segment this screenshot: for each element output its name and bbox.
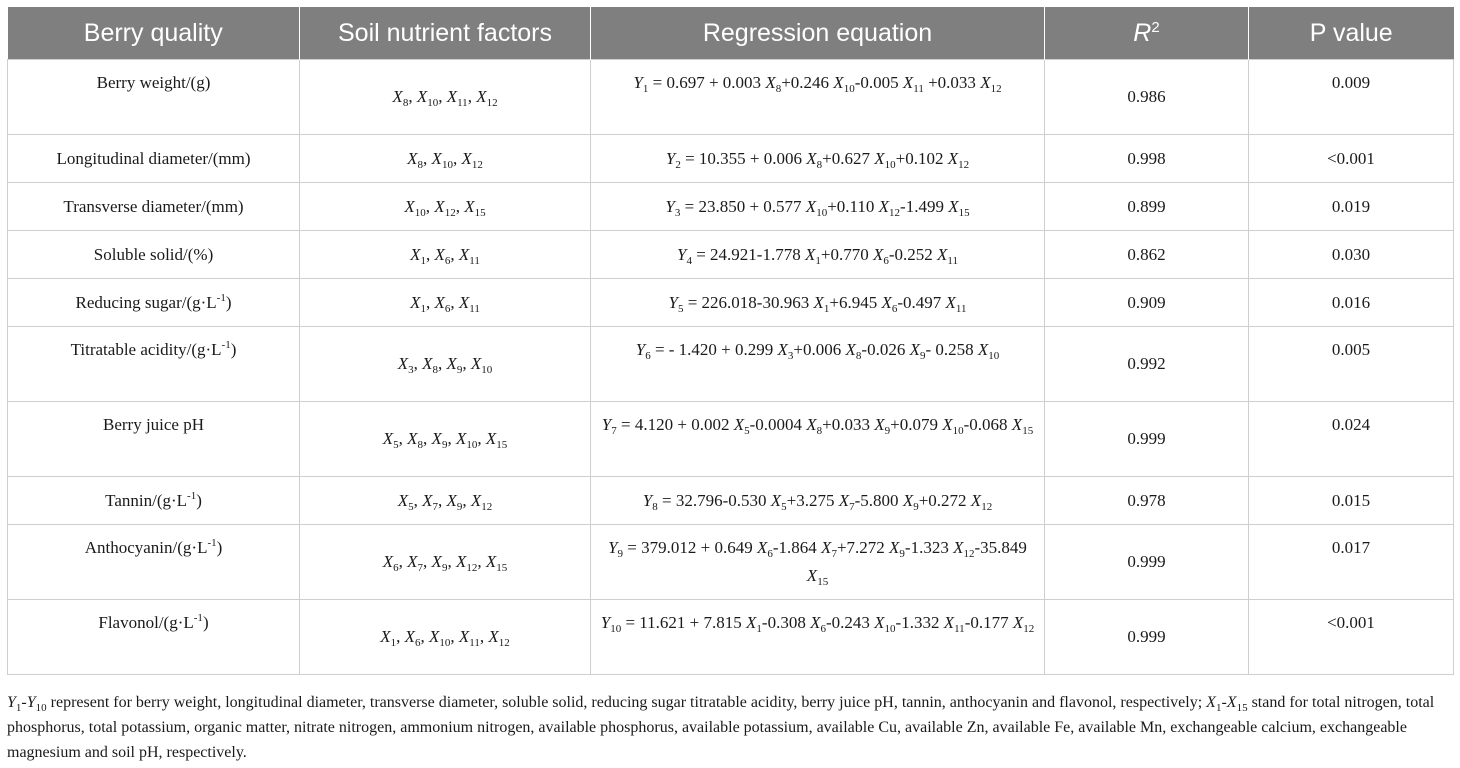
cell-p-value: 0.017 [1249,525,1454,600]
table-row [8,231,1454,279]
table-row [8,525,1454,600]
cell-equation: $Y_4 = 24.921-1.778$ $X_1+0.770$ $X_6-0.252$ $X_{11}$ [591,231,1045,279]
header-p-value: P value [1249,7,1454,60]
cell-r2: 0.978 [1045,477,1249,525]
header-regression-equation: Regression equation [591,7,1045,60]
table-row [8,600,1454,675]
cell-factors: $X_8$, $X_{10}$, $X_{11}$, $X_{12}$ [300,60,591,135]
table-footnote: $Y_1-Y_{10}$ represent for berry weight, longitudinal diameter, transverse diameter, soluble solid, reducing sugar titratable acidity, berry juice pH, tannin, anthocyanin and flavonol, respectively; $X_1-X_{15}$ stand for total nitrogen, total phosphorus, total potassium, organic matter, nitrate nitrogen, ammonium nitrogen, available phosphorus, available potassium, available Cu, available Zn, available Fe, available Mn, exchangeable calcium, exchangeable magnesium and soil pH, respectively. [7,694,1435,761]
cell-equation: $Y_8 = 32.796-0.530$ $X_5+3.275$ $X_7-5.800$ $X_9+0.272$ $X_{12}$ [591,477,1045,525]
cell-equation: $Y_1 = 0.697 + 0.003$ $X_8+0.246$ $X_{10}-0.005$ $X_{11} +0.033$ $X_{12}$ [591,60,1045,135]
cell-p-value: 0.019 [1249,183,1454,231]
cell-factors: $X_1$, $X_6$, $X_{11}$ [300,279,591,327]
cell-quality: Reducing sugar/$(g\cdot L^{-1})$ [8,279,300,327]
cell-p-value: 0.016 [1249,279,1454,327]
header-r-squared: $R^2$ [1045,7,1249,60]
header-soil-nutrient-factors: Soil nutrient factors [300,7,591,60]
cell-r2: 0.999 [1045,402,1249,477]
quality-text: Berry weight/(g) [96,73,211,92]
cell-equation: $Y_{10} = 11.621 + 7.815$ $X_1-0.308$ $X_6-0.243$ $X_{10}-1.332$ $X_{11}-0.177$ $X_{12}$ [591,600,1045,675]
cell-factors: $X_8$, $X_{10}$, $X_{12}$ [300,135,591,183]
header-berry-quality: Berry quality [8,7,300,60]
table-row [8,477,1454,525]
table-row [8,183,1454,231]
cell-r2: 0.862 [1045,231,1249,279]
table-row [8,279,1454,327]
cell-factors: $X_3$, $X_8$, $X_9$, $X_{10}$ [300,327,591,402]
quality-text: Longitudinal diameter/(mm) [56,148,251,168]
cell-factors: $X_5$, $X_8$, $X_9$, $X_{10}$, $X_{15}$ [300,402,591,477]
quality-text: Soluble solid/(%) [93,244,214,264]
table-row [8,60,1454,135]
cell-quality: Tannin/$(g\cdot L^{-1})$ [8,477,300,525]
cell-r2: 0.999 [1045,525,1249,600]
cell-p-value: 0.005 [1249,327,1454,402]
cell-r2: 0.909 [1045,279,1249,327]
cell-factors: $X_{10}$, $X_{12}$, $X_{15}$ [300,183,591,231]
cell-r2: 0.899 [1045,183,1249,231]
regression-table-container [7,7,1453,675]
cell-p-value: 0.030 [1249,231,1454,279]
cell-factors: $X_1$, $X_6$, $X_{10}$, $X_{11}$, $X_{12}$ [300,600,591,675]
regression-table [7,7,1454,675]
cell-p-value: 0.009 [1249,60,1454,135]
cell-p-value: 0.024 [1249,402,1454,477]
table-header-row [8,7,1454,60]
cell-equation: $Y_3 = 23.850 + 0.577$ $X_{10}+0.110$ $X_{12}-1.499$ $X_{15}$ [591,183,1045,231]
table-row [8,402,1454,477]
cell-equation: $Y_5 = 226.018-30.963$ $X_1+6.945$ $X_6-0.497$ $X_{11}$ [591,279,1045,327]
cell-quality: Flavonol/$(g\cdot L^{-1})$ [8,600,300,675]
quality-text: Berry juice pH [102,415,205,434]
cell-factors: $X_1$, $X_6$, $X_{11}$ [300,231,591,279]
cell-equation: $Y_6$ = - 1.420 + 0.299 $X_3+0.006$ $X_8-0.026$ $X_9-$ 0.258 $X_{10}$ [591,327,1045,402]
cell-quality [8,402,300,477]
table-row [8,135,1454,183]
cell-r2: 0.998 [1045,135,1249,183]
cell-equation: $Y_9 = 379.012 + 0.649$ $X_6-1.864$ $X_7+7.272$ $X_9-1.323$ $X_{12}-35.849$ $X_{15}$ [591,525,1045,600]
cell-quality [8,183,300,231]
cell-quality [8,231,300,279]
table-row [8,327,1454,402]
cell-quality [8,60,300,135]
cell-factors: $X_5$, $X_7$, $X_9$, $X_{12}$ [300,477,591,525]
cell-quality: Titratable acidity/$(g\cdot L^{-1})$ [8,327,300,402]
quality-text: Transverse diameter/(mm) [63,196,244,216]
cell-quality [8,135,300,183]
cell-equation: $Y_7 = 4.120 + 0.002$ $X_5-0.0004$ $X_8+0.033$ $X_9+0.079$ $X_{10}-0.068$ $X_{15}$ [591,402,1045,477]
cell-p-value: <0.001 [1249,600,1454,675]
cell-r2: 0.992 [1045,327,1249,402]
cell-quality: Anthocyanin/$(g\cdot L^{-1})$ [8,525,300,600]
cell-p-value: <0.001 [1249,135,1454,183]
cell-r2: 0.986 [1045,60,1249,135]
cell-equation: $Y_2 = 10.355 + 0.006$ $X_8+0.627$ $X_{10}+0.102$ $X_{12}$ [591,135,1045,183]
cell-p-value: 0.015 [1249,477,1454,525]
cell-r2: 0.999 [1045,600,1249,675]
cell-factors: $X_6$, $X_7$, $X_9$, $X_{12}$, $X_{15}$ [300,525,591,600]
